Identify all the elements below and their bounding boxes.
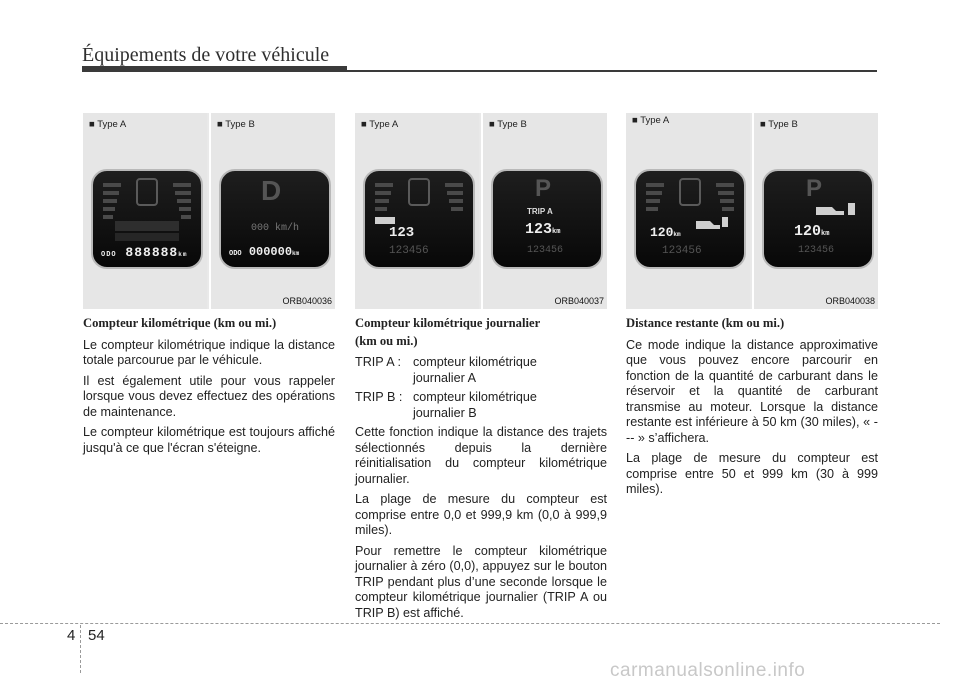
paragraph: Le compteur kilométrique indique la distance totale parcourue par le véhicule. [83, 337, 335, 367]
column-distance-to-empty [626, 316, 878, 503]
trip-readout: 123 [389, 225, 415, 241]
cluster-display-icon [91, 169, 203, 269]
speed-readout: 000 km/h [251, 223, 300, 234]
figure-subpanel-type-a [626, 113, 750, 309]
figure-distance-to-empty [626, 113, 878, 309]
trip-b-value-line2: journalier B [413, 405, 477, 420]
paragraph: Ce mode indique la distance approximative que vous pouvez encore parcourir en fonction de la quantité de carburant dans le réservoir et la quantité de carburant transmise au moteur. Lorsque la distance restante est inférieure à 50 km (30 miles), « --- » s’affichera. [626, 337, 878, 445]
figure-code: ORB040037 [554, 296, 604, 306]
type-b-label: ■ Type B [217, 119, 255, 130]
figure-subpanel-type-a [83, 113, 207, 309]
header-title: Équipements de votre véhicule [82, 44, 330, 66]
column-trip-meter [355, 316, 607, 626]
section-heading: Compteur kilométrique (km ou mi.) [83, 316, 277, 330]
section-heading: Compteur kilométrique journalier [355, 316, 541, 330]
trip-label: TRIP A [527, 207, 553, 216]
paragraph: Cette fonction indique la distance des trajets sélectionnés depuis la dernière réinitialisation du compteur kilométrique journalier. [355, 425, 607, 486]
trip-b-value-line1: compteur kilométrique [413, 390, 537, 404]
cluster-display-icon [363, 169, 475, 269]
odometer-readout: ODO 000000km [229, 245, 300, 259]
trip-a-value-line1: compteur kilométrique [413, 355, 537, 369]
type-a-label: ■ Type A [361, 119, 399, 130]
trip-b-key: TRIP B : [355, 390, 403, 404]
page-number: 54 [88, 627, 105, 644]
cluster-display-icon [219, 169, 331, 269]
cluster-display-icon [491, 169, 603, 269]
type-b-label: ■ Type B [760, 119, 798, 130]
trip-a-key: TRIP A : [355, 355, 401, 369]
paragraph: La plage de mesure du compteur est comprise entre 0,0 et 999,9 km (0,0 à 999,9 miles). [355, 492, 607, 537]
trip-b-definition [355, 390, 607, 421]
figure-subpanel-type-b [752, 113, 878, 309]
cluster-display-icon [762, 169, 874, 269]
figure-odometer [83, 113, 335, 309]
type-b-label: ■ Type B [489, 119, 527, 130]
figure-code: ORB040036 [282, 296, 332, 306]
gear-indicator: P [535, 175, 552, 202]
paragraph: Le compteur kilométrique est toujours affiché jusqu'à ce que l'écran s'éteigne. [83, 425, 335, 455]
trip-readout: 123km [525, 221, 561, 238]
column-odometer [83, 316, 335, 461]
trip-a-definition [355, 355, 607, 386]
figure-code: ORB040038 [825, 296, 875, 306]
odometer-readout: 123456 [662, 245, 702, 257]
type-a-label: ■ Type A [89, 119, 127, 130]
figure-subpanel-type-a [355, 113, 479, 309]
odometer-readout: ODO 888888km [101, 245, 188, 260]
odometer-readout: 123456 [798, 245, 835, 256]
range-readout: 120km [650, 225, 681, 240]
cluster-display-icon [634, 169, 746, 269]
section-heading: Distance restante (km ou mi.) [626, 316, 785, 330]
section-heading-units: (km ou mi.) [355, 333, 418, 348]
paragraph: La plage de mesure du compteur est comprise entre 50 et 999 km (30 à 999 miles). [626, 451, 878, 496]
gear-indicator: P [806, 175, 823, 202]
figure-subpanel-type-b [209, 113, 335, 309]
paragraph: Pour remettre le compteur kilométrique journalier à zéro (0,0), appuyez sur le bouton TRIP pendant plus d’une seconde lorsque le compteur kilométrique journalier (TRIP A ou TRIP B) est affiché. [355, 543, 607, 620]
gear-indicator: D [261, 175, 282, 206]
header-bar [82, 66, 347, 72]
odometer-readout: 123456 [527, 245, 564, 256]
trip-a-value-line2: journalier A [413, 370, 477, 385]
figure-subpanel-type-b [481, 113, 607, 309]
footer-divider [80, 625, 81, 673]
paragraph: Il est également utile pour vous rappeler lorsque vous devez effectuez des opérations de maintenance. [83, 373, 335, 419]
watermark: carmanualsonline.info [610, 660, 806, 681]
footer-rule [0, 623, 940, 624]
type-a-label: ■ Type A [632, 115, 670, 126]
figure-trip-meter [355, 113, 607, 309]
header-rule [347, 70, 877, 72]
chapter-number: 4 [67, 627, 76, 644]
odometer-readout: 123456 [389, 245, 429, 257]
range-readout: 120km [794, 223, 830, 240]
